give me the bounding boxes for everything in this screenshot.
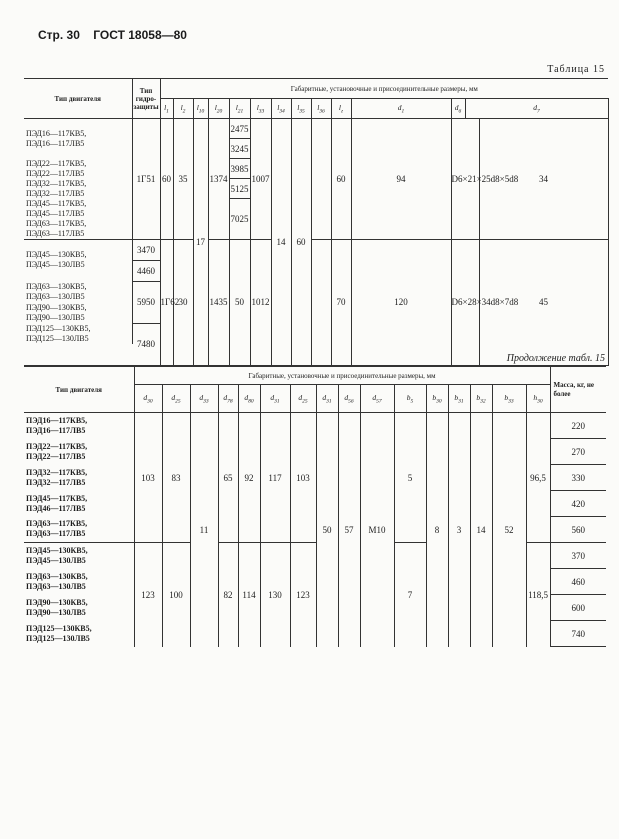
d56-value: 57 [338,413,360,647]
symbol-letter: d [270,392,275,402]
d78-value: 82 [218,543,238,647]
symbol-letter: b [504,392,509,402]
symbol-index: 36 [319,108,325,115]
l33-value: 1012 [250,239,271,365]
lr-value: 70 [331,239,351,365]
motor-name: ПЭД32—117КВ5, [26,178,87,188]
symbol-letter: d [533,102,538,112]
symbol-index: 31 [326,398,332,405]
symbol-letter: b [454,392,459,402]
motor-name: ПЭД45—117ЛВ5 [26,208,85,218]
motor-name: ПЭД32—117ЛВ5 [26,188,85,198]
motor-name: ПЭД45—117КВ5, [26,198,87,208]
motor-name: ПЭД63—130КВ5, [26,281,87,291]
mass-value: 270 [550,439,606,465]
symbol-letter: l [338,102,341,112]
b33-value: 52 [492,413,526,647]
motor-name-cell [24,491,134,517]
mass-value: 740 [550,621,606,647]
column-header [173,99,193,119]
column-header [290,385,316,413]
symbol-index: 80 [248,398,254,405]
symbol-letter: l [235,102,238,112]
mass-value: 600 [550,595,606,621]
mass-value: 560 [550,517,606,543]
symbol-index: 78 [227,398,233,405]
l21-value: 7480 [132,323,160,365]
symbol-index: 25 [175,398,181,405]
column-header [426,385,448,413]
column-header [162,385,190,413]
b5-value: 5 [394,413,426,543]
symbol-letter: l [277,102,280,112]
symbol-index: 33 [508,398,514,405]
symbol-index: 57 [376,398,382,405]
column-header [160,99,173,119]
column-header [338,385,360,413]
motor-name: ПЭД22—117ЛВ5 [26,168,85,178]
b31-value: 3 [448,413,470,647]
symbol-letter: l [297,102,300,112]
motor-name: ПЭД46—117ЛВ5 [26,503,86,513]
symbol-letter: l [214,102,217,112]
symbol-index: г [340,108,344,115]
l1-value: 60 [160,119,173,240]
motor-name-cell [24,302,132,323]
symbol-index: 30 [147,398,153,405]
table-row [24,413,606,439]
d78-value: 65 [218,413,238,543]
symbol-index: 33 [258,108,265,115]
column-header [492,385,526,413]
motor-name: ПЭД45—117КВ5, [26,493,88,503]
motor-name: ПЭД16—117ЛВ5 [26,138,85,148]
column-header [331,99,351,119]
column-header-mass: Масса, кг, не более [550,367,606,413]
symbol-index: 30 [436,398,442,405]
symbol-letter: d [199,392,204,402]
motor-name-cell [24,439,134,465]
protection-type: 1Г62 [160,239,173,365]
d57-value: М10 [360,413,394,647]
l21-value: 3470 [132,239,160,260]
column-header [208,99,229,119]
motor-name: ПЭД16—117КВ5, [26,415,88,425]
table-row [24,119,608,139]
motor-name-cell [24,543,134,569]
motor-name: ПЭД22—117КВ5, [26,441,88,451]
symbol-letter: l [196,102,199,112]
motor-name-cell [24,199,132,219]
motor-name: ПЭД22—117КВ5, [26,158,87,168]
symbol-letter: l [180,102,183,112]
motor-name-cell [24,323,132,344]
column-header [360,385,394,413]
symbol-index: 33 [203,398,209,405]
symbol-letter: d [244,392,249,402]
h30-value: 96,5 [526,413,550,543]
column-header [465,99,608,119]
l21-value: 3245 [229,139,250,159]
column-header [218,385,238,413]
symbol-index: 25 [302,398,308,405]
page-label: Стр. 30 [38,28,80,42]
symbol-index: 5 [410,398,414,405]
d7-value: 45 [479,239,608,365]
symbol-letter: l [317,102,320,112]
motor-name: ПЭД32—117КВ5, [26,467,88,477]
d25b-value: 103 [290,413,316,543]
d25-value: 100 [162,543,190,647]
l21-value: 5950 [132,281,160,323]
symbol-index: 7 [537,108,540,115]
d6-value: D6×28×34d8×7d8 [451,239,479,365]
symbol-index: 35 [299,108,305,115]
d31-value: 117 [260,413,290,543]
motor-name-cell [24,159,132,179]
motor-name: ПЭД90—130ЛВ5 [26,607,86,617]
column-header [316,385,338,413]
l36-value [311,119,331,240]
mass-value: 330 [550,465,606,491]
column-header [193,99,208,119]
symbol-letter: l [164,102,167,112]
motor-name: ПЭД125—130КВ5, [26,623,92,633]
column-header [351,99,451,119]
d80-value: 114 [238,543,260,647]
motor-name: ПЭД22—117ЛВ5 [26,451,86,461]
column-header-protection-type: Тип гидро-защиты [132,79,160,119]
mass-value: 370 [550,543,606,569]
motor-name: ПЭД32—117ЛВ5 [26,477,86,487]
header-row [24,79,608,99]
motor-name-cell [24,569,134,595]
d31-value: 130 [260,543,290,647]
l21-value: 5125 [229,179,250,199]
column-header [238,385,260,413]
motor-name: ПЭД45—130ЛВ5 [26,260,85,270]
motor-name: ПЭД16—117ЛВ5 [26,425,86,435]
page-header [38,28,197,42]
symbol-letter: h [533,392,538,402]
group-header: Габаритные, установочные и присоединительные размеры, мм [160,79,608,99]
symbol-index: 10 [198,108,205,115]
motor-name-cell [24,413,134,439]
motor-name: ПЭД45—130ЛВ5 [26,555,86,565]
symbol-letter: d [322,392,327,402]
l21-value: 3985 [229,159,250,179]
d1-value: 120 [351,239,451,365]
motor-name-cell [24,621,134,647]
column-header-motor-type: Тип двигателя [24,79,132,119]
table-row [24,239,608,260]
l1-value: 30 [173,239,193,365]
column-header [394,385,426,413]
column-header [260,385,290,413]
table2-caption: Продолжение табл. 15 [506,353,605,364]
symbol-letter: d [171,392,176,402]
header-row [24,367,606,385]
symbol-letter: d [397,102,402,112]
d30-value: 103 [134,413,162,543]
table1-caption: Таблица 15 [547,64,605,75]
d25-value: 83 [162,413,190,543]
symbol-index: 34 [279,108,285,115]
table-row [24,647,606,673]
motor-name: ПЭД90—130ЛВ5 [26,312,85,322]
l35-value: 60 [291,119,311,366]
symbol-index: 30 [537,398,543,405]
symbol-index: 2 [182,108,186,115]
lr-value: 60 [331,119,351,240]
l2-value: 35 [173,119,193,240]
symbol-letter: d [223,392,228,402]
d7-value: 34 [479,119,608,240]
column-header [271,99,291,119]
symbol-index: 56 [348,398,354,405]
l20-value: 1435 [208,239,229,365]
symbol-index: 21 [237,108,244,115]
table2 [24,366,606,673]
table1 [24,78,608,367]
symbol-index: 6 [458,108,462,115]
symbol-letter: b [476,392,481,402]
symbol-letter: d [143,392,148,402]
motor-name: ПЭД16—117КВ5, [26,128,87,138]
d80-value: 92 [238,413,260,543]
column-header [311,99,331,119]
symbol-letter: d [344,392,349,402]
motor-name-cell [24,281,132,302]
symbol-letter: d [372,392,377,402]
column-header [451,99,465,119]
d1-value: 94 [351,119,451,240]
column-header [470,385,492,413]
d6-value: D6×21×25d8×5d8 [451,119,479,240]
column-header [134,385,162,413]
symbol-letter: d [454,102,459,112]
motor-name: ПЭД63—130ЛВ5 [26,291,85,301]
motor-name-cell [24,465,134,491]
column-header [526,385,550,413]
column-header-motor-type: Тип двигателя [24,367,134,413]
b30-value: 8 [426,413,448,647]
column-header [250,99,271,119]
l2-value: 50 [229,239,250,365]
motor-name-cell [24,517,134,543]
l21-value: 7025 [229,199,250,240]
motor-name-cell [24,219,132,240]
b5-value: 7 [394,543,426,647]
symbol-index: 31 [274,398,280,405]
column-header [190,385,218,413]
symbol-index: 20 [216,108,223,115]
motor-name: ПЭД125—130КВ5, [26,323,91,333]
motor-name: ПЭД63—130КВ5, [26,571,88,581]
column-header [229,99,250,119]
mass-value: 220 [550,413,606,439]
symbol-index: 1 [401,108,405,115]
d33-value: 11 [190,413,218,647]
motor-name: ПЭД90—130КВ5, [26,597,88,607]
l36-value [311,239,331,365]
b32-value: 14 [470,413,492,647]
motor-name: ПЭД63—117ЛВ5 [26,228,85,238]
l20-value: 1374 [208,119,229,240]
motor-name: ПЭД125—130ЛВ5 [26,333,89,343]
motor-name: ПЭД45—130КВ5, [26,545,88,555]
motor-name: ПЭД125—130ЛВ5 [26,633,90,643]
symbol-letter: b [432,392,437,402]
motor-name: ПЭД63—117КВ5, [26,218,87,228]
d25b-value: 123 [290,543,316,647]
symbol-letter: b [406,392,411,402]
motor-name: ПЭД90—130КВ5, [26,302,87,312]
group-header: Габаритные, установочные и присоединительные размеры, мм [134,367,550,385]
symbol-index: 31 [458,398,464,405]
l33-value: 1007 [250,119,271,240]
symbol-letter: d [298,392,303,402]
mass-value: 460 [550,569,606,595]
motor-name-cell [24,239,132,281]
standard-number: ГОСТ 18058—80 [93,28,187,42]
mass-value: 420 [550,491,606,517]
motor-name: ПЭД45—130КВ5, [26,250,87,260]
d30-value: 123 [134,543,162,647]
symbol-letter: l [256,102,259,112]
motor-name: ПЭД63—117ЛВ5 [26,529,86,539]
motor-name: ПЭД63—117КВ5, [26,519,88,529]
l34-value: 14 [271,119,291,366]
motor-name-cell [24,119,132,159]
symbol-index: 1 [166,108,169,115]
column-header [291,99,311,119]
motor-name: ПЭД63—130ЛВ5 [26,581,86,591]
motor-name-cell [24,595,134,621]
symbol-index: 32 [480,398,486,405]
l21-value: 4460 [132,260,160,281]
l21-value: 2475 [229,119,250,139]
l10-value: 17 [193,119,208,366]
h30-value: 118,5 [526,543,550,647]
motor-name-cell [24,179,132,199]
column-header [448,385,470,413]
protection-type: 1Г51 [132,119,160,240]
d31b-value: 50 [316,413,338,647]
